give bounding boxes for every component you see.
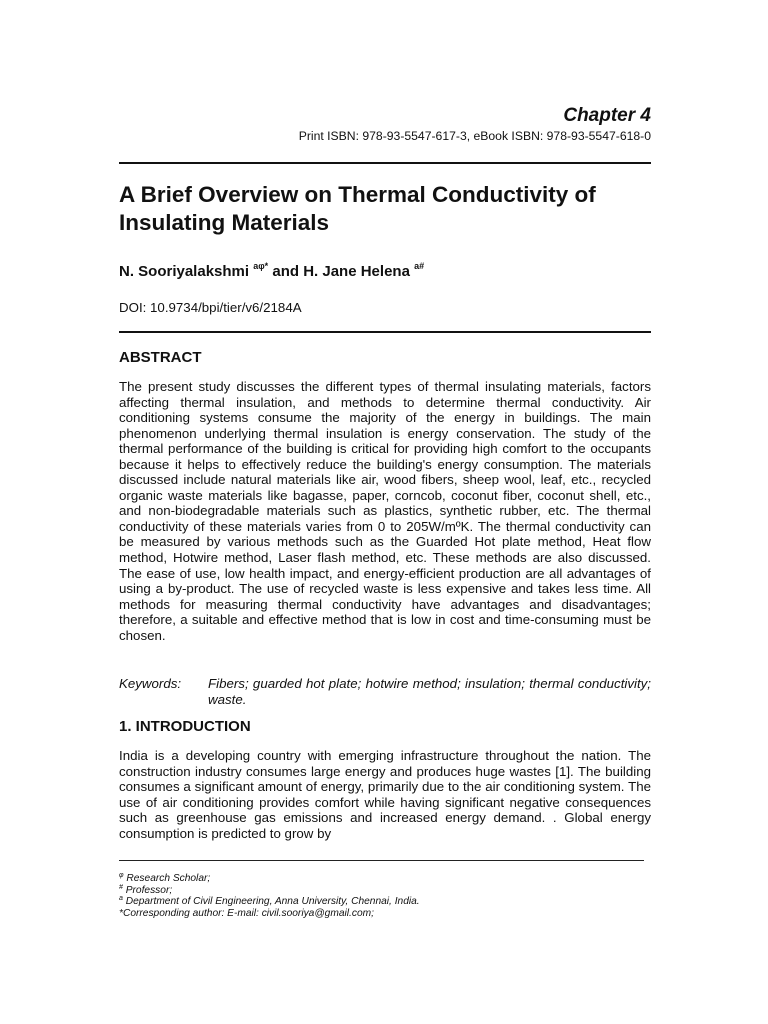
footnote-text: Department of Civil Engineering, Anna University, Chennai, India. (122, 896, 420, 908)
author-affiliation-mark: aφ* (253, 261, 269, 271)
isbn-line: Print ISBN: 978-93-5547-617-3, eBook ISBN: 978-93-5547-618-0 (298, 129, 651, 143)
footnote-mark: a (119, 895, 123, 903)
paper-title: A Brief Overview on Thermal Conductivity of Insulating Materials (119, 182, 596, 235)
author-line (119, 263, 424, 280)
keywords-block (119, 676, 651, 708)
footnote-text: Research Scholar; (123, 873, 211, 884)
chapter-label: Chapter 4 (563, 105, 651, 126)
introduction-body: India is a developing country with emerging infrastructure throughout the nation. The construction industry consumes large energy and produces huge wastes [1]. The building consumes a significant amount of energy, primarily due to the air conditioning system. The use of air conditioning provides comfort while having significant negative consequences such as greenhouse gas emissions and increased energy demand. . Global energy consumption is predicted to grow by (119, 748, 651, 841)
paper-page (119, 0, 651, 1024)
footnote-text: Professor; (122, 884, 173, 896)
author-name: N. Sooriyalakshmi (119, 263, 250, 280)
introduction-heading: 1. INTRODUCTION (119, 718, 251, 735)
abstract-heading: ABSTRACT (119, 349, 202, 366)
header-divider (119, 162, 651, 164)
footnote (119, 896, 651, 908)
doi-line: DOI: 10.9734/bpi/tier/v6/2184A (119, 300, 302, 315)
author-joiner: and (268, 263, 304, 280)
footnote-divider (119, 860, 644, 861)
abstract-body: The present study discusses the different types of thermal insulating materials, factors affecting thermal insulation, and methods to determine thermal conductivity. Air conditioning systems consume the majority of the energy in buildings. The main phenomenon underlying thermal insulation is energy conservation. The study of the thermal performance of the building is critical for providing high comfort to the occupants because it helps to effectively reduce the building's energy consumption. The materials discussed include natural materials like air, wood fibers, sheep wool, leaf, etc., recycled organic waste materials like bagasse, paper, corncob, coconut fiber, coconut shell, etc., and non-biodegradable materials such as plastics, synthetic rubber, etc. The thermal conductivity of these materials varies from 0 to 205W/mºK. The thermal conductivity can be measured by various methods such as the Guarded Hot plate method, Heat flow method, Hotwire method, Laser flash method, etc. These methods are also discussed. The ease of use, low health impact, and energy-efficient production are all advantages of using a by-product. The use of recycled waste is less expensive and takes less time. All methods for measuring thermal conductivity have advantages and disadvantages; therefore, a suitable and effective method that is low in cost and time-consuming must be chosen. (119, 379, 651, 643)
author-affiliation-mark: a# (414, 261, 425, 271)
footnote-mark: # (119, 883, 123, 891)
footnote-text: *Corresponding author: E-mail: civil.sooriya@gmail.com; (119, 907, 374, 919)
footnote (119, 908, 651, 920)
keywords-text: Fibers; guarded hot plate; hotwire method; insulation; thermal conductivity; waste. (208, 676, 651, 707)
section-divider (119, 331, 651, 333)
footnote-mark: φ (119, 872, 124, 879)
footnotes (119, 873, 651, 919)
author-name: H. Jane Helena (303, 263, 410, 280)
keywords-label: Keywords: (119, 676, 182, 691)
footnote (119, 885, 651, 897)
footnote (119, 873, 651, 885)
